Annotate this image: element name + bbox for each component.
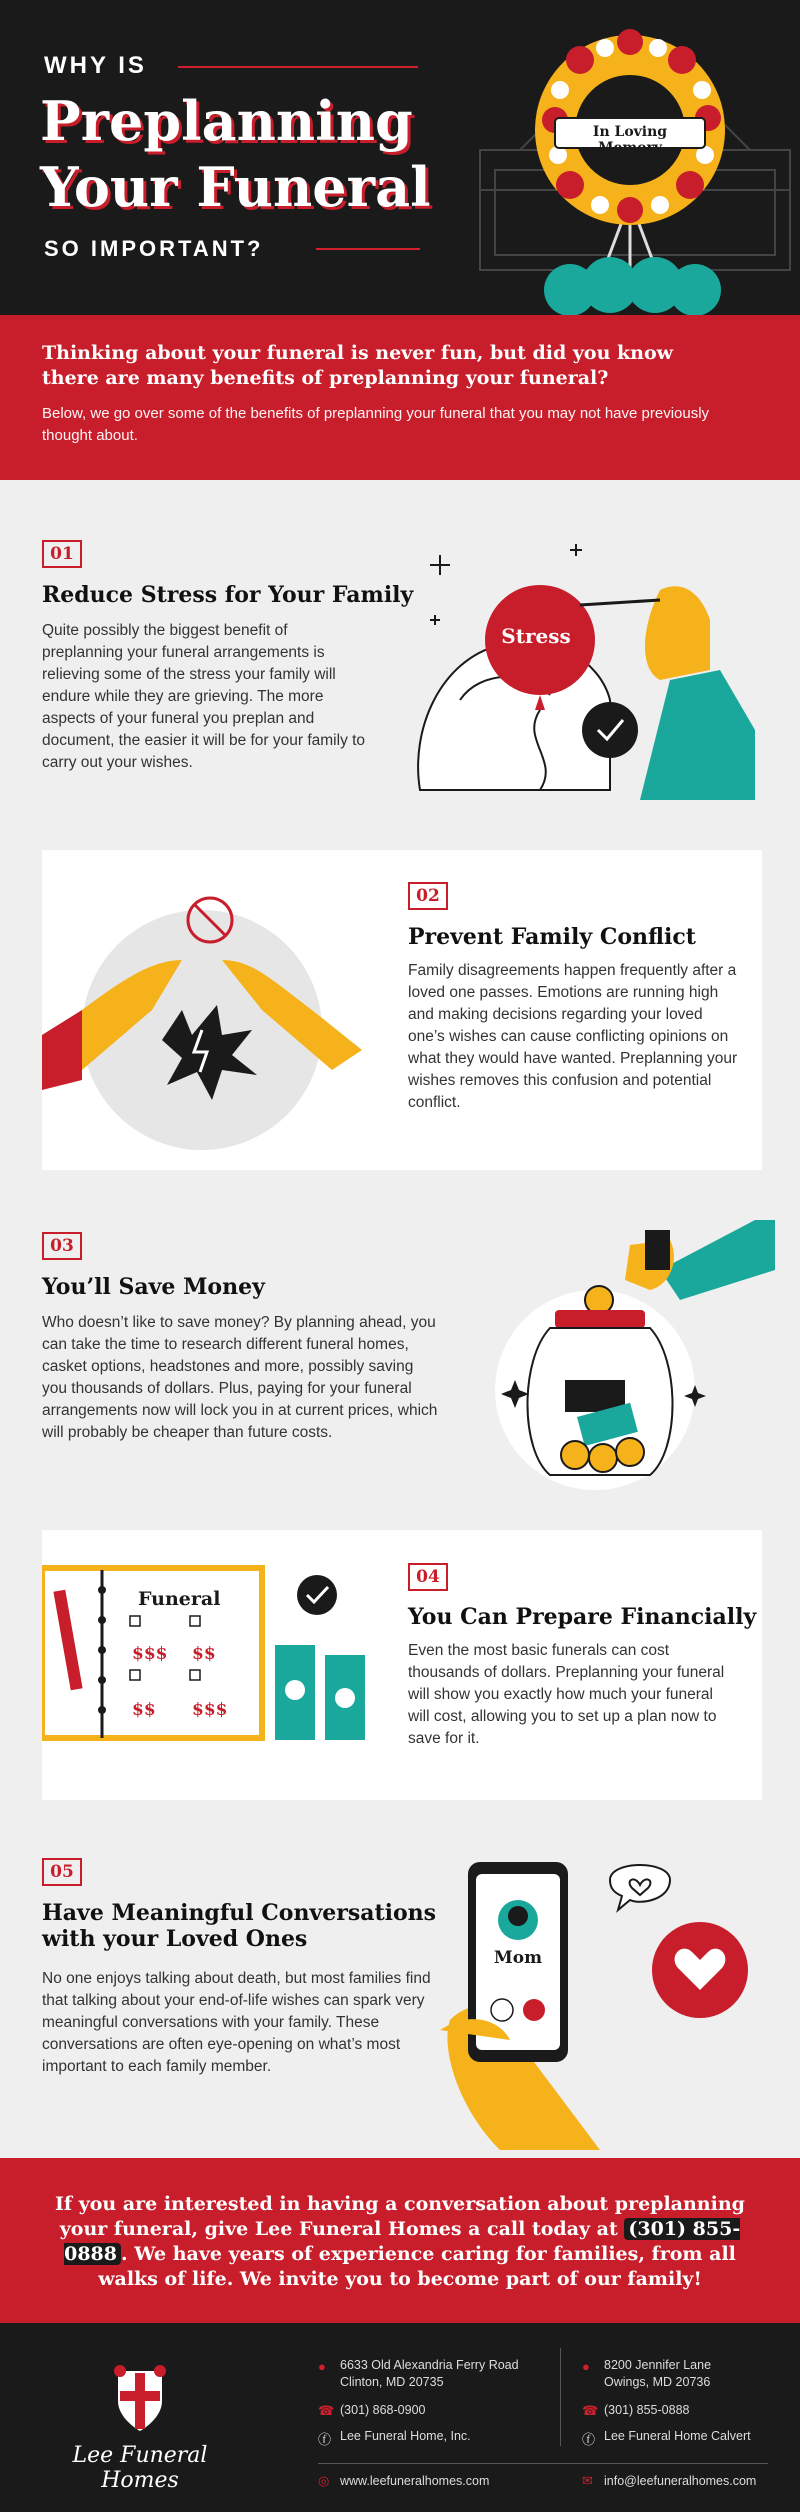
stress-balloon-label: Stress	[501, 624, 571, 648]
title-line-1: Have Meaningful Conversations	[42, 1900, 437, 1926]
phone-2-link[interactable]: (301) 855-0888	[604, 2403, 690, 2417]
wreath-illustration	[460, 0, 800, 315]
address-line: 8200 Jennifer Lane	[604, 2358, 712, 2372]
phone-icon: ☎	[318, 2403, 335, 2418]
email-link[interactable]: info@leefuneralhomes.com	[604, 2474, 757, 2488]
title-line-2: with your Loved Ones	[42, 1926, 308, 1952]
section-body: Who doesn’t like to save money? By planning ahead, you can take the time to research different funeral homes, casket options, headstones and more, possibly saving you thousands of dollars. Plus, paying for your funeral arrangements now will lock you in at current prices, which will probably be cheaper than future costs.	[42, 1314, 438, 1441]
section-title: You’ll Save Money	[42, 1274, 265, 1300]
address-2	[604, 2357, 711, 2391]
section-number: 03	[42, 1232, 82, 1260]
facebook-icon: ⓕ	[582, 2432, 596, 2447]
phone-call-illustration	[440, 1850, 780, 2150]
email-icon: ✉	[582, 2473, 593, 2488]
section-number: 02	[408, 882, 448, 910]
address-line: Owings, MD 20736	[604, 2375, 711, 2389]
cta-band	[0, 2158, 800, 2323]
hero-kicker: WHY IS	[44, 52, 147, 79]
intro-lead: Thinking about your funeral is never fun, but did you know there are many benefits of preplanning your funeral?	[42, 342, 674, 389]
price-item: $$$	[132, 1644, 168, 1664]
title-line-1: Preplanning	[40, 89, 413, 153]
section-body: Quite possibly the biggest benefit of preplanning your funeral arrangements is relieving some of the stress your family will endure while they are grieving. The more aspects of your funeral you preplan and document, the easier it will be for your family to carry out your wishes.	[42, 622, 366, 771]
facebook-2-link[interactable]: Lee Funeral Home Calvert	[604, 2429, 751, 2443]
hero-subtitle: SO IMPORTANT?	[44, 236, 264, 261]
intro-band	[0, 315, 800, 480]
section-title: You Can Prepare Financially	[408, 1604, 757, 1630]
facebook-icon: ⓕ	[318, 2432, 332, 2447]
title-line-2: Your Funeral	[40, 155, 431, 219]
wreath-banner-text: In Loving Memory	[592, 124, 668, 156]
phone-1-link[interactable]: (301) 868-0900	[340, 2403, 426, 2417]
facebook-1-link[interactable]: Lee Funeral Home, Inc.	[340, 2429, 471, 2443]
section-number: 01	[42, 540, 82, 568]
map-pin-icon: ●	[582, 2359, 590, 2374]
footer	[0, 2323, 800, 2512]
hero-title	[40, 88, 431, 220]
section-body: No one enjoys talking about death, but most families find that talking about your end-of-life wishes can spark very meaningful conversations with your family. These conversations are often eye-opening on what’s most important to each family member.	[42, 1970, 431, 2075]
website-link[interactable]: www.leefuneralhomes.com	[340, 2474, 490, 2488]
savings-jar-illustration	[455, 1210, 775, 1500]
phone-icon: ☎	[582, 2403, 599, 2418]
map-pin-icon: ●	[318, 2359, 326, 2374]
cta-text-end: . We have years of experience caring for families, from all walks of life. We invite you to become part of our family!	[98, 2243, 736, 2290]
section-number: 04	[408, 1563, 448, 1591]
cta-text-start: If you are interested in having a conversation about preplanning your funeral, give Lee Funeral Homes a call today at	[55, 2193, 745, 2240]
section-body: Even the most basic funerals can cost thousands of dollars. Preplanning your funeral will show you exactly how much your funeral will cost, allowing you to set up a plan now to save for it.	[408, 1642, 725, 1747]
cta-phone-link[interactable]: (301) 855-0888	[64, 2218, 741, 2265]
kicker-rule	[178, 66, 418, 68]
footer-rule	[318, 2463, 768, 2464]
brand-name: Lee Funeral Homes	[72, 2443, 208, 2493]
section-title	[42, 1900, 436, 1952]
footer-column-divider	[560, 2348, 561, 2446]
subtitle-rule	[316, 248, 420, 250]
stress-illustration	[410, 530, 770, 800]
intro-body: Below, we go over some of the benefits of preplanning your funeral that you may not have previously thought about.	[42, 405, 710, 444]
price-item: $$	[192, 1644, 216, 1664]
globe-icon: ◎	[318, 2473, 330, 2488]
price-item: $$$	[192, 1700, 228, 1720]
conflict-illustration	[42, 860, 402, 1160]
crest-logo	[110, 2361, 170, 2437]
plan-card-title: Funeral	[138, 1588, 221, 1610]
section-title: Prevent Family Conflict	[408, 924, 696, 950]
hero-header	[0, 0, 800, 315]
section-body: Family disagreements happen frequently after a loved one passes. Emotions are running high and making decisions regarding your loved one’s wishes can cause conflicting opinions on what they would have wanted. Preplanning your wishes removes this confusion and potential conflict.	[408, 962, 738, 1111]
address-1	[340, 2357, 519, 2391]
price-item: $$	[132, 1700, 156, 1720]
section-title: Reduce Stress for Your Family	[42, 582, 414, 608]
section-number: 05	[42, 1858, 82, 1886]
caller-name: Mom	[493, 1948, 543, 1968]
address-line: Clinton, MD 20735	[340, 2375, 444, 2389]
cta-text	[50, 2192, 750, 2292]
address-line: 6633 Old Alexandria Ferry Road	[340, 2358, 519, 2372]
